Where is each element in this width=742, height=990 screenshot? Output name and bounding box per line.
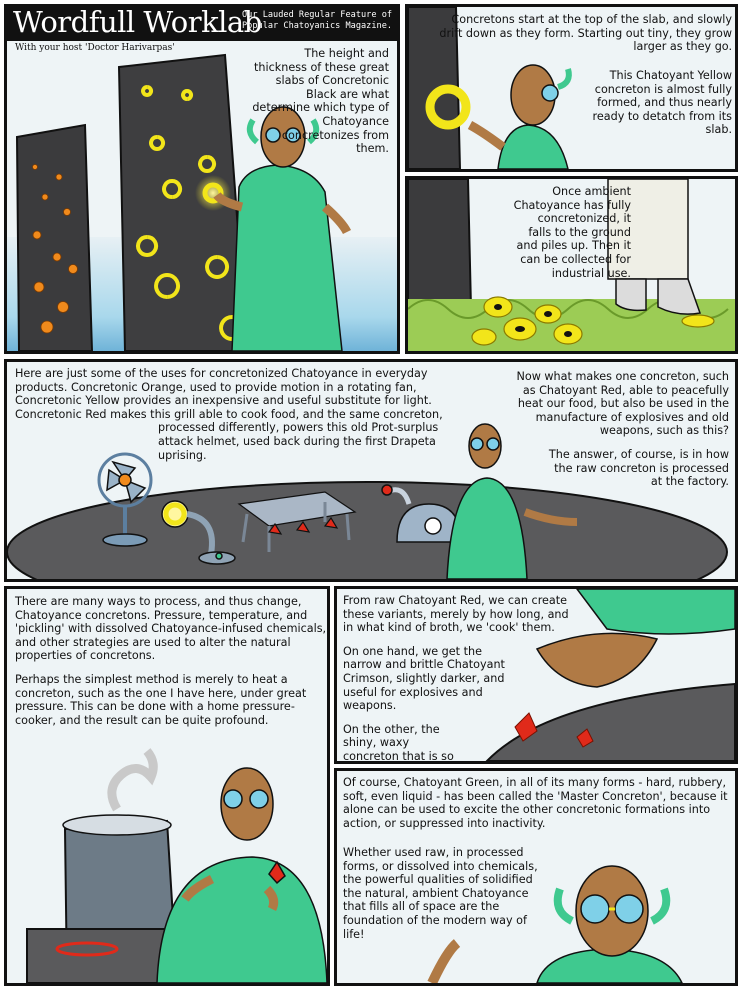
panel-3-caption: Once ambient Chatoyance has fully concretonized, it falls to the ground and piles up. Then it can be collected for industrial use.: [513, 185, 631, 280]
panel-5-caption: There are many ways to process, and thus change, Chatoyance concretons. Pressure, temperature, and 'pickling' with dissolved Chatoyance-infused chemicals, and other strategies are used to alter the natural properties of concretons. Perhaps the simplest method is merely to heat a concreton, such as the one I have here, under great pressure. This can be done with a home pressure-cooker, and the result can be quite profound.: [15, 595, 327, 727]
panel-2-caption: Concretons start at the top of the slab, and slowly drift down as they form. Starting out tiny, they grow larger as they go.: [439, 13, 732, 54]
panel-4-caption-right: Now what makes one concreton, such as Chatoyant Red, able to peacefully heat our food, but also be used in the manufacture of explosives and old weapons, such as this? The answer, of course, is in how the raw concreton is processed at the factory.: [516, 370, 729, 489]
comic-subtitle: Our Lauded Regular Feature of Popular Chatoyanics Magazine.: [242, 10, 393, 31]
panel-7: [334, 768, 738, 986]
panel-7-caption: Of course, Chatoyant Green, in all of its many forms - hard, rubbery, soft, even liquid - has been called the 'Master Concreton', because it alone can be used to excite the other concretonic formations into action, or suppressed into inactivity.: [343, 776, 728, 830]
panel-4: [4, 359, 738, 582]
panel-6: [334, 586, 738, 764]
panel-6-caption: From raw Chatoyant Red, we can create these variants, merely by how long, and in what kind of broth, we 'cook' them. On one hand, we get the narrow and brittle Chatoyant Crimson, slightly darker, and useful for explosives and weapons. On the other, the shiny, waxy concreton that is so: [343, 594, 569, 763]
comic-title: Wordfull Worklab: [13, 5, 262, 39]
panel-5: [4, 586, 330, 986]
host-credit: With your host 'Doctor Harivarpas': [15, 43, 175, 53]
panel-1: [4, 4, 400, 354]
panel-2: [405, 4, 738, 172]
panel-1-caption: The height and thickness of these great slabs of Concretonic Black are what determine which type of Chatoyance concretonizes from them.: [252, 47, 389, 156]
panel-3: [405, 176, 738, 354]
panel-2-caption-2: This Chatoyant Yellow concreton is almost fully formed, and thus nearly ready to detatch from its slab.: [592, 69, 732, 137]
panel-4-caption-left: Here are just some of the uses for concretonized Chatoyance in everyday products. Concretonic Orange, used to provide motion in a rotating fan, Concretonic Yellow provides an inexpensive and useful substitute for light. Concretonic Red makes this grill able to cook food, and the same concreton, processed differently, powers this old Prot-surplus attack helmet, used back during the first Drapeta uprising.: [15, 367, 443, 462]
panel-7-caption-2: Whether used raw, in processed forms, or dissolved into chemicals, the powerful qualities of solidified the natural, ambient Chatoyance that fills all of space are the foundation of the modern way of life!: [343, 846, 538, 941]
